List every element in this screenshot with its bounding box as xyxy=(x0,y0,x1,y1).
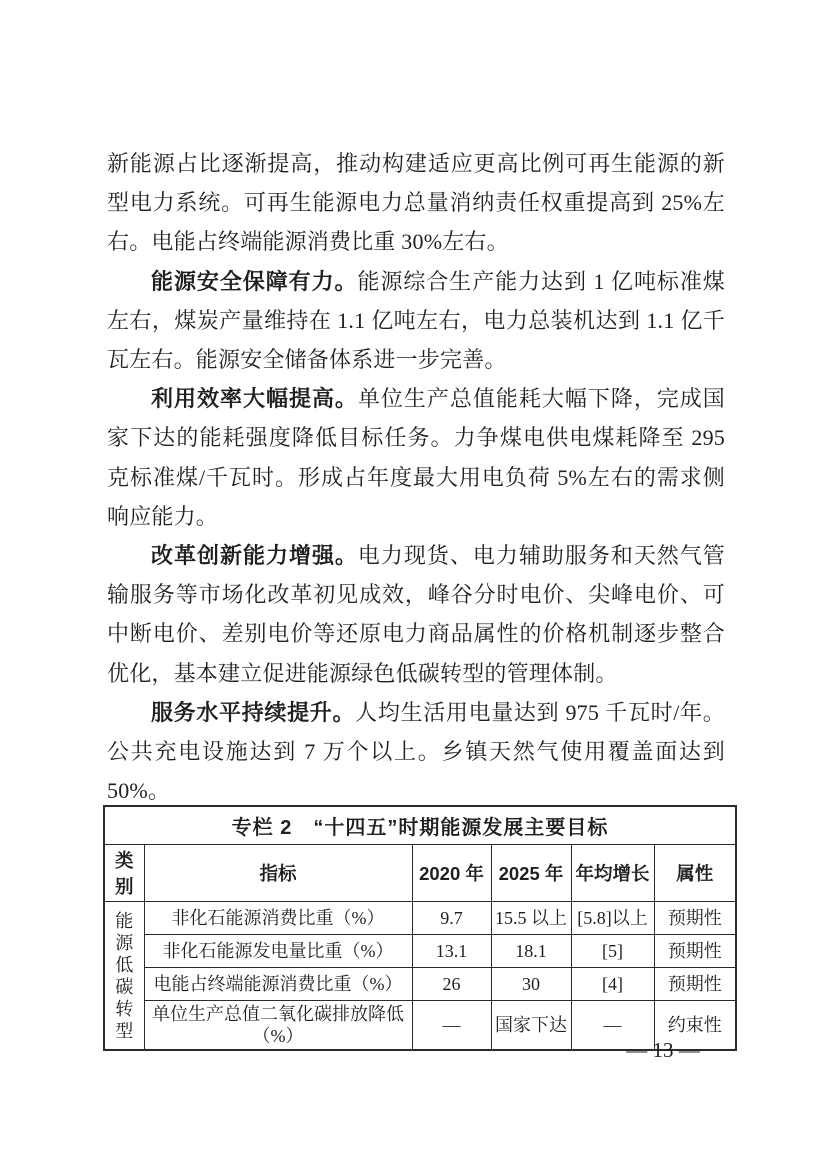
category-cell: 能源低碳转型 xyxy=(104,902,144,1051)
indicator-cell: 非化石能源消费比重（%） xyxy=(144,902,412,935)
table-row xyxy=(104,968,736,1001)
paragraph xyxy=(107,262,725,380)
value-2020-cell: 13.1 xyxy=(412,935,491,968)
energy-targets-table xyxy=(103,805,737,1051)
table-row xyxy=(104,902,736,935)
growth-cell: [5] xyxy=(571,935,654,968)
table-header-row xyxy=(104,845,736,902)
paragraph-lead: 利用效率大幅提高。 xyxy=(151,386,358,412)
body-text xyxy=(107,144,725,810)
paragraph xyxy=(107,693,725,811)
value-2025-cell: 国家下达 xyxy=(491,1001,571,1051)
header-2025: 2025 年 xyxy=(491,845,571,902)
attribute-cell: 约束性 xyxy=(654,1001,736,1051)
indicator-cell: 电能占终端能源消费比重（%） xyxy=(144,968,412,1001)
value-2025-cell: 18.1 xyxy=(491,935,571,968)
paragraph-text: 电力现货、电力辅助服务和天然气管输服务等市场化改革初见成效，峰谷分时电价、尖峰电价、可中断电价、差别电价等还原电力商品属性的价格机制逐步整合优化，基本建立促进能源绿色低碳转型的管理体制。 xyxy=(107,543,725,686)
paragraph xyxy=(107,379,725,536)
attribute-cell: 预期性 xyxy=(654,935,736,968)
paragraph-text: 单位生产总值能耗大幅下降，完成国家下达的能耗强度降低目标任务。力争煤电供电煤耗降至 295 克标准煤/千瓦时。形成占年度最大用电负荷 5%左右的需求侧响应能力。 xyxy=(107,386,725,529)
header-attribute: 属性 xyxy=(654,845,736,902)
paragraph-lead: 能源安全保障有力。 xyxy=(151,268,358,294)
growth-cell: [5.8]以上 xyxy=(571,902,654,935)
header-category: 类别 xyxy=(104,845,144,902)
growth-cell: — xyxy=(571,1001,654,1051)
value-2025-cell: 15.5 以上 xyxy=(491,902,571,935)
value-2025-cell: 30 xyxy=(491,968,571,1001)
table-row xyxy=(104,935,736,968)
value-2020-cell: 26 xyxy=(412,968,491,1001)
paragraph-text: 能源综合生产能力达到 1 亿吨标准煤左右，煤炭产量维持在 1.1 亿吨左右，电力总装机达到 1.1 亿千瓦左右。能源安全储备体系进一步完善。 xyxy=(107,268,725,373)
page-number: — 13 — xyxy=(626,1038,700,1062)
paragraph xyxy=(107,144,725,262)
table-title-row xyxy=(104,806,736,845)
value-2020-cell: — xyxy=(412,1001,491,1051)
paragraph-lead: 改革创新能力增强。 xyxy=(151,543,358,569)
paragraph-text: 新能源占比逐渐提高，推动构建适应更高比例可再生能源的新型电力系统。可再生能源电力总量消纳责任权重提高到 25%左右。电能占终端能源消费比重 30%左右。 xyxy=(107,151,725,255)
value-2020-cell: 9.7 xyxy=(412,902,491,935)
header-indicator: 指标 xyxy=(144,845,412,902)
paragraph-text: 人均生活用电量达到 975 千瓦时/年。公共充电设施达到 7 万个以上。乡镇天然气使用覆盖面达到 50%。 xyxy=(107,699,725,804)
indicator-cell: 非化石能源发电量比重（%） xyxy=(144,935,412,968)
growth-cell: [4] xyxy=(571,968,654,1001)
table-title: 专栏 2 “十四五”时期能源发展主要目标 xyxy=(104,806,736,845)
indicator-cell: 单位生产总值二氧化碳排放降低（%） xyxy=(144,1001,412,1051)
header-growth: 年均增长 xyxy=(571,845,654,902)
paragraph-lead: 服务水平持续提升。 xyxy=(151,699,356,725)
attribute-cell: 预期性 xyxy=(654,902,736,935)
attribute-cell: 预期性 xyxy=(654,968,736,1001)
paragraph xyxy=(107,536,725,693)
header-2020: 2020 年 xyxy=(412,845,491,902)
